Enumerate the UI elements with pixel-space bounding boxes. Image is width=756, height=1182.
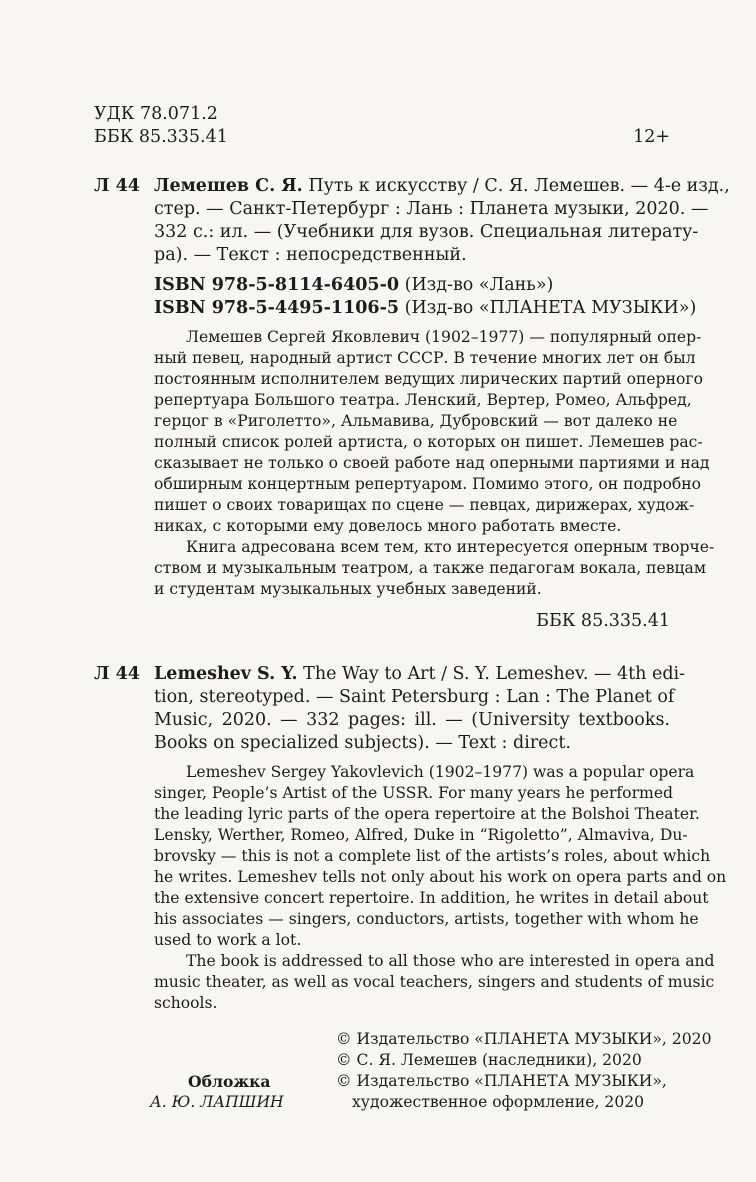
en-abstract-line: Lemeshev Sergey Yakovlevich (1902–1977) was a popular opera xyxy=(186,763,695,781)
cover-artist: А. Ю. ЛАПШИН xyxy=(150,1093,284,1111)
ru-abstract-line: пишет о своих товарищах по сцене — певцах, дирижерах, худож- xyxy=(154,496,695,514)
ru-entry-code: Л 44 xyxy=(94,176,140,196)
ru-abstract-line: Книга адресована всем тем, кто интересуется оперным творче- xyxy=(186,538,715,556)
en-entry-line xyxy=(154,664,686,684)
ru-entry-line: стер. — Санкт-Петербург : Лань : Планета музыки, 2020. — xyxy=(154,199,709,219)
en-abstract-line: brovsky — this is not a complete list of the artists’s roles, about which xyxy=(154,847,711,865)
en-entry-line: Books on specialized subjects). — Text : direct. xyxy=(154,733,571,753)
en-abstract-line: music theater, as well as vocal teachers, singers and students of music xyxy=(154,973,715,991)
en-abstract-line: used to work a lot. xyxy=(154,931,302,949)
isbn-number: ISBN 978-5-4495-1106-5 xyxy=(154,298,400,318)
en-abstract-line: the leading lyric parts of the opera repertoire at the Bolshoi Theater. xyxy=(154,805,700,823)
en-abstract-line: The book is addressed to all those who are interested in opera and xyxy=(186,952,715,970)
isbn-publisher: (Изд-во «ПЛАНЕТА МУЗЫКИ») xyxy=(399,298,697,318)
ru-entry-line: 332 с.: ил. — (Учебники для вузов. Специальная литерату- xyxy=(154,222,699,242)
ru-abstract-line: Лемешев Сергей Яковлевич (1902–1977) — популярный опер- xyxy=(186,328,702,346)
isbn-number: ISBN 978-5-8114-6405-0 xyxy=(154,275,400,295)
ru-entry-line xyxy=(154,176,730,196)
isbn-line xyxy=(154,298,696,318)
ru-abstract-line: никах, с которыми ему довелось много работать вместе. xyxy=(154,517,622,535)
isbn-line xyxy=(154,275,553,295)
ru-abstract-line: и студентам музыкальных учебных заведений. xyxy=(154,580,542,598)
bbk-bottom: ББК 85.335.41 xyxy=(536,611,670,631)
copyright-line: художественное оформление, 2020 xyxy=(352,1093,645,1111)
isbn-publisher: (Изд-во «Лань») xyxy=(399,275,554,295)
ru-entry-title: Путь к искусству / С. Я. Лемешев. — 4-е изд., xyxy=(302,176,730,196)
ru-abstract-line: ством и музыкальным театром, а также педагогам вокала, певцам xyxy=(154,559,706,577)
age-rating: 12+ xyxy=(633,127,670,147)
en-abstract-line: his associates — singers, conductors, artists, together with whom he xyxy=(154,910,699,928)
ru-entry-line: ра). — Текст : непосредственный. xyxy=(154,245,467,265)
en-entry-line: tion, stereotyped. — Saint Petersburg : Lan : The Planet of xyxy=(154,687,675,707)
en-entry-title: The Way to Art / S. Y. Lemeshev. — 4th edi- xyxy=(297,664,686,684)
ru-abstract-line: полный список ролей артиста, о которых он пишет. Лемешев рас- xyxy=(154,433,703,451)
bbk-code: ББК 85.335.41 xyxy=(94,127,228,147)
ru-abstract-line: постоянным исполнителем ведущих лирических партий оперного xyxy=(154,370,703,388)
ru-entry-author: Лемешев С. Я. xyxy=(154,176,303,196)
cover-label: Обложка xyxy=(188,1072,271,1091)
ru-abstract-line: ный певец, народный артист СССР. В течение многих лет он был xyxy=(154,349,696,367)
en-entry-line: Music, 2020. — 332 pages: ill. — (University textbooks. xyxy=(154,710,670,730)
ru-abstract-line: репертуара Большого театра. Ленский, Вертер, Ромео, Альфред, xyxy=(154,391,692,409)
en-entry-author: Lemeshev S. Y. xyxy=(154,664,298,684)
en-abstract-line: schools. xyxy=(154,994,218,1012)
copyright-line: © Издательство «ПЛАНЕТА МУЗЫКИ», 2020 xyxy=(336,1030,712,1048)
ru-abstract-line: герцог в «Риголетто», Альмавива, Дубровский — вот далеко не xyxy=(154,412,678,430)
en-abstract-line: singer, People’s Artist of the USSR. For many years he performed xyxy=(154,784,674,802)
ru-abstract-line: обширным концертным репертуаром. Помимо этого, он подробно xyxy=(154,475,702,493)
ru-abstract-line: сказывает не только о своей работе над оперными партиями и над xyxy=(154,454,710,472)
copyright-line: © Издательство «ПЛАНЕТА МУЗЫКИ», xyxy=(336,1072,667,1090)
en-abstract-line: Lensky, Werther, Romeo, Alfred, Duke in “Rigoletto”, Almaviva, Du- xyxy=(154,826,688,844)
en-abstract-line: the extensive concert repertoire. In addition, he writes in detail about xyxy=(154,889,709,907)
en-abstract-line: he writes. Lemeshev tells not only about his work on opera parts and on xyxy=(154,868,727,886)
en-entry-code: Л 44 xyxy=(94,664,140,684)
udc-code: УДК 78.071.2 xyxy=(94,104,218,124)
copyright-line: © С. Я. Лемешев (наследники), 2020 xyxy=(336,1051,642,1069)
